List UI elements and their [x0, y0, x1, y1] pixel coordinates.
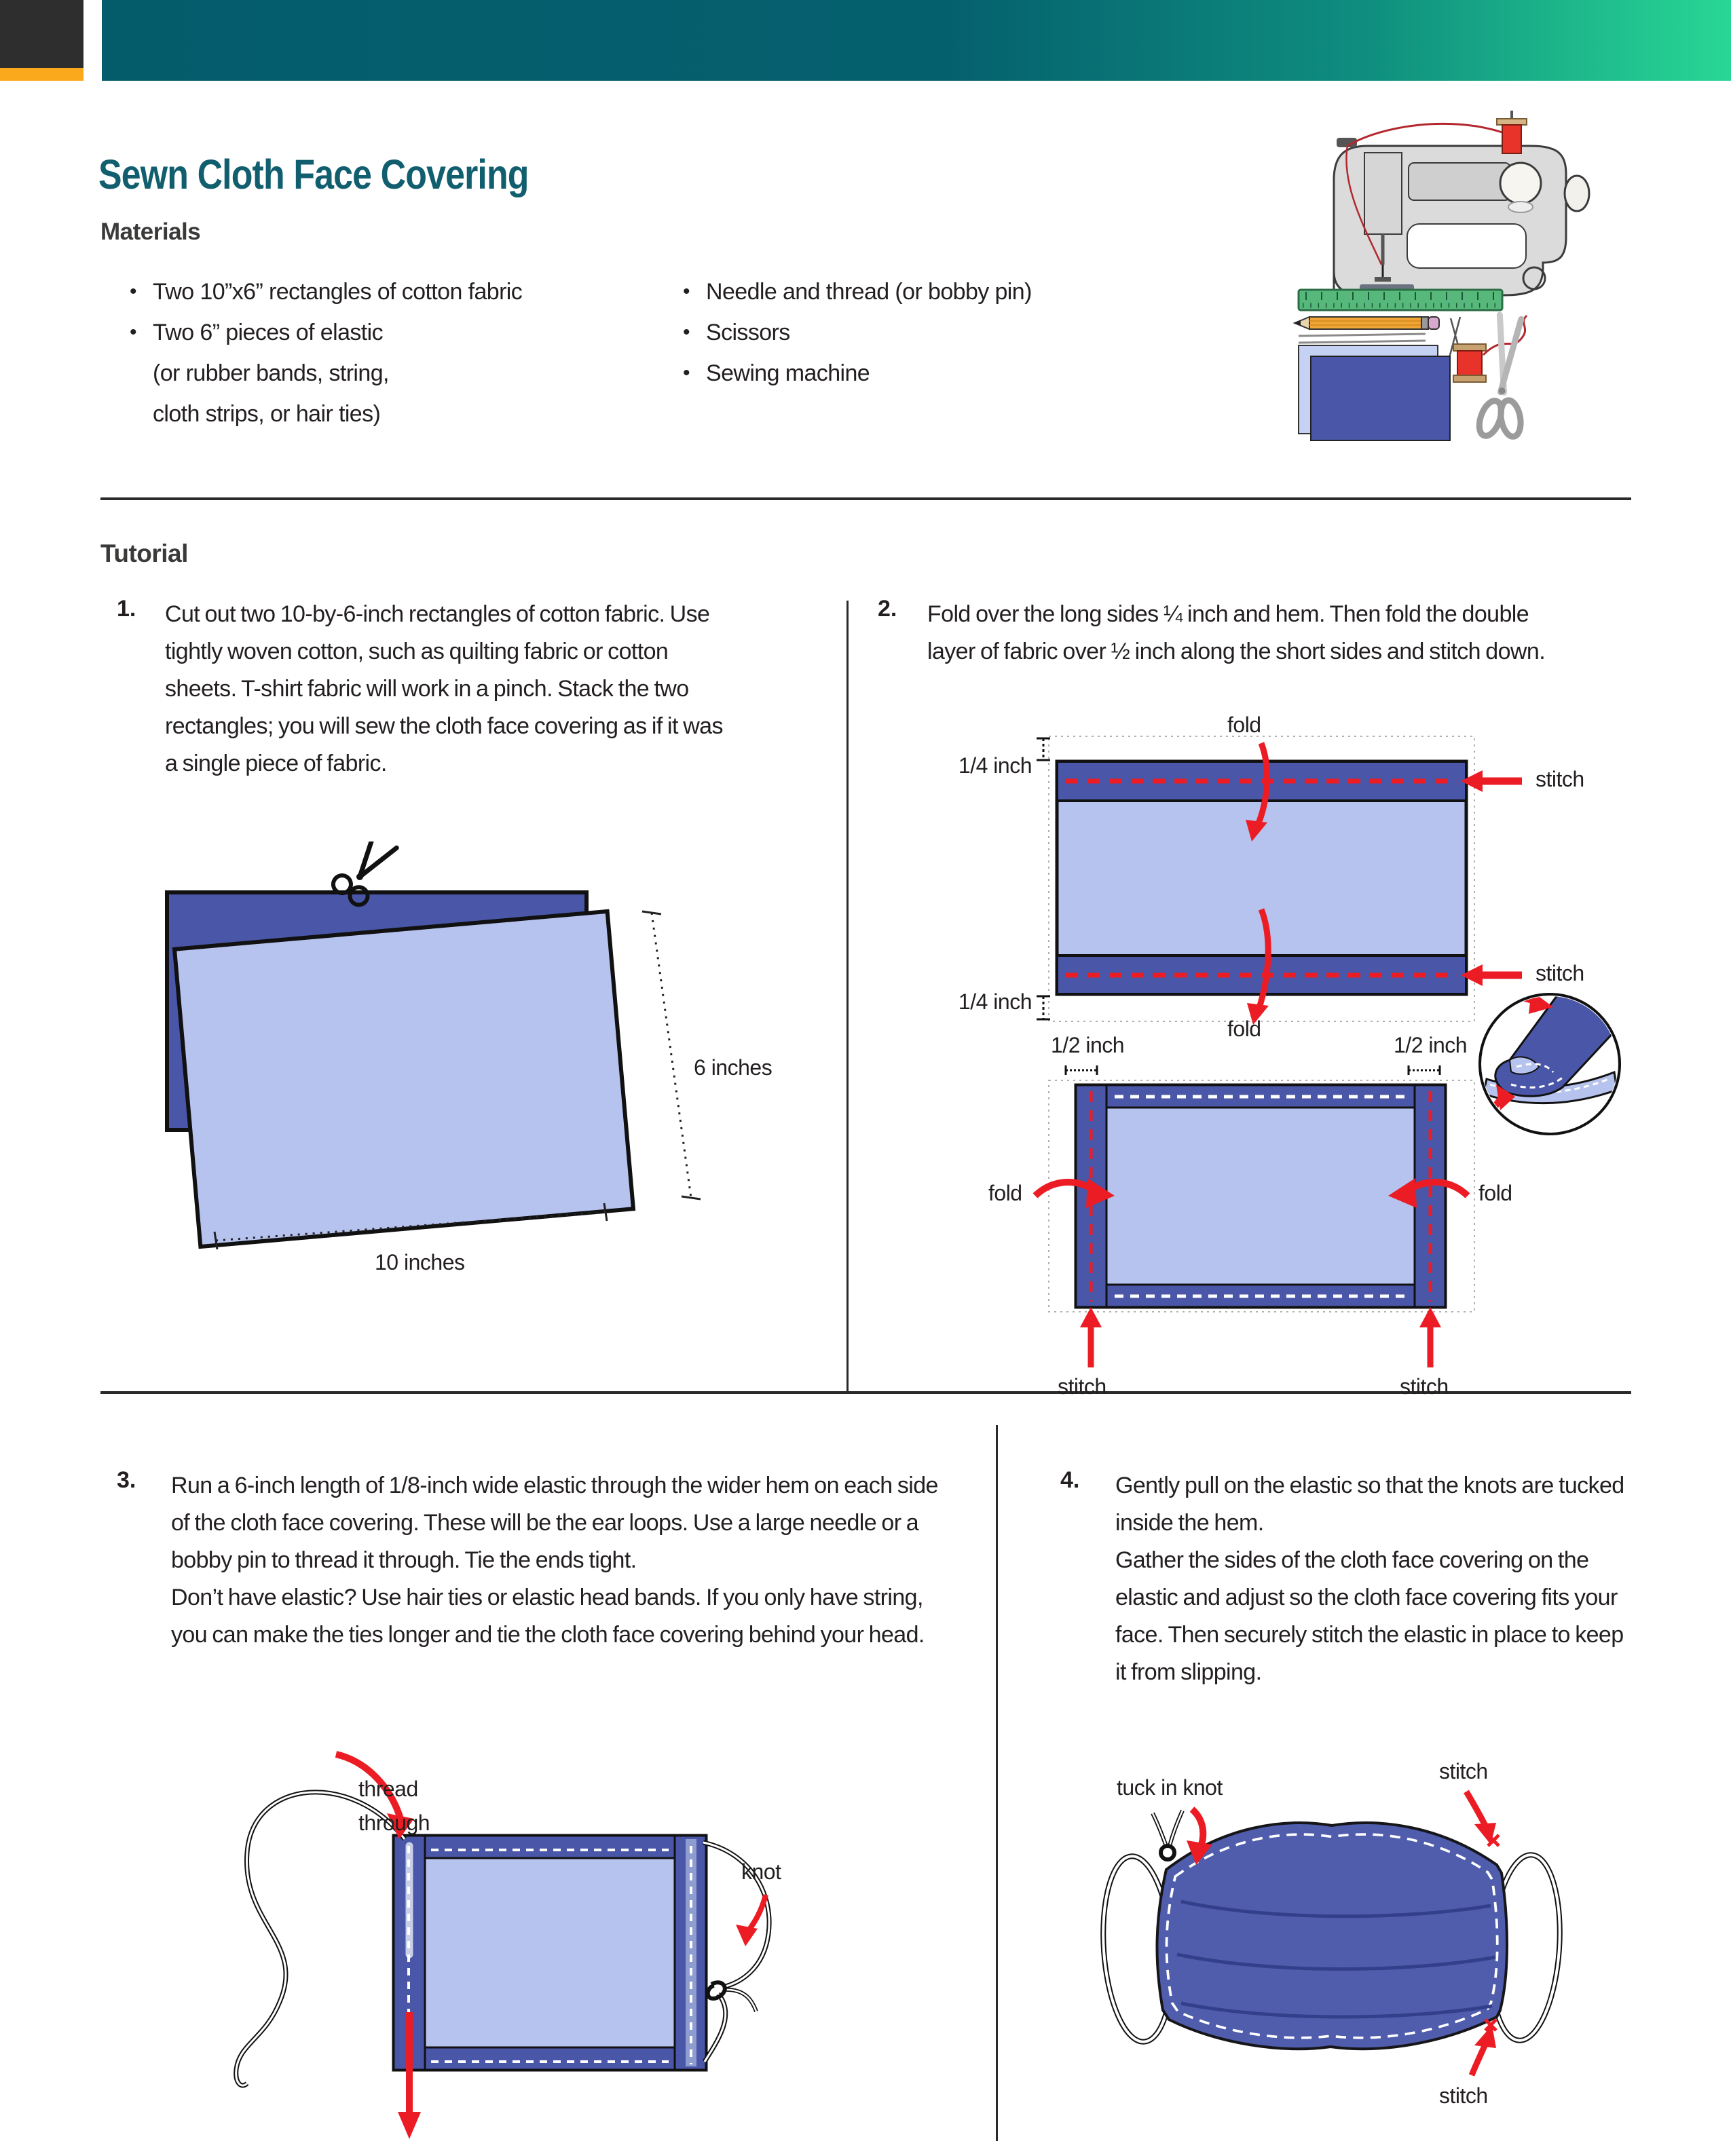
fold-label-left: fold [988, 1181, 1022, 1205]
fold-label-top: fold [1227, 713, 1261, 737]
tutorial-heading: Tutorial [100, 540, 188, 567]
step1-diagram [136, 841, 801, 1303]
thread-through-label-2: through [358, 1811, 430, 1835]
pencil-icon [1295, 317, 1439, 329]
materials-list-right [677, 271, 1193, 394]
fabric-swatches-icon [1299, 345, 1450, 440]
stitch-label-right: stitch [1400, 1374, 1449, 1399]
banner-teal-bar [102, 0, 1731, 81]
fold-detail-inset [1480, 981, 1626, 1134]
step2-diagram-b [964, 977, 1731, 1473]
step3-text-block [171, 1467, 938, 1654]
thread-through-label-1: thread [358, 1777, 418, 1801]
stitch-arrow-left [1080, 1307, 1102, 1367]
stitch-label-top: stitch [1535, 767, 1584, 791]
banner-dark-block [0, 0, 83, 68]
quarter-inch-label-bottom: 1/4 inch [958, 989, 1032, 1014]
list-item: • Sewing machine [677, 353, 1193, 394]
list-item: • Two 6” pieces of elastic [124, 312, 667, 353]
step3-diagram-svg [102, 1751, 916, 2156]
list-item: • Scissors [677, 312, 1193, 353]
step4-text: Gently pull on the elastic so that the knots are tucked inside the hem. [1115, 1473, 1624, 1536]
fold-label-bottom: fold [1227, 1017, 1261, 1041]
half-inch-label-right: 1/2 inch [1394, 1033, 1468, 1057]
list-item: • Two 10”x6” rectangles of cotton fabric [124, 271, 667, 312]
step3-number: 3. [117, 1467, 136, 1493]
materials-list-left [124, 271, 667, 434]
knot-icon [708, 1982, 725, 1999]
sewing-machine-icon [1334, 111, 1589, 295]
ruler-icon [1299, 290, 1502, 310]
dimension-line-6in [642, 911, 701, 1199]
page-title: Sewn Cloth Face Covering [98, 151, 529, 197]
step1-number: 1. [117, 596, 136, 622]
list-item-continuation: (or rubber bands, string, [153, 360, 389, 386]
fabric-body [394, 1836, 706, 2070]
step3-text: Run a 6-inch length of 1/8-inch wide elastic through the wider hem on each side of the cloth face covering. These will be the ear loops. Use a large needle or a bobby pin to thread it through. Tie the ends tight. [171, 1473, 938, 1573]
step3-text2: Don’t have elastic? Use hair ties or elastic head bands. If you only have string, you can make the ties longer and tie the cloth face covering behind your head. [171, 1585, 925, 1648]
stitch-label-bottom: stitch [1535, 961, 1584, 985]
list-item: • Needle and thread (or bobby pin) [677, 271, 1193, 312]
knot-label: knot [741, 1859, 781, 1884]
stitch-label-top: stitch [1439, 1759, 1488, 1783]
dimension-label-6in: 6 inches [694, 1055, 773, 1080]
half-inch-tick-right [1409, 1065, 1440, 1075]
step4-text-block [1115, 1467, 1638, 1691]
stitch-label-left: stitch [1058, 1374, 1106, 1399]
list-item-continuation: cloth strips, or hair ties) [153, 401, 381, 427]
stitch-arrow-top [1461, 770, 1522, 792]
vertical-divider [996, 1425, 998, 2141]
step4-text2: Gather the sides of the cloth face covering on the elastic and adjust so the cloth face covering fits your face. Then securely stitch the elastic in place to keep it from slipping. [1115, 1547, 1624, 1685]
stitch-arrow-right [1419, 1307, 1441, 1367]
stitch-arrow-top [1466, 1792, 1499, 1846]
step1-text: Cut out two 10-by-6-inch rectangles of cotton fabric. Use tightly woven cotton, such as quilting fabric or cotton sheets. T-shirt fabric will work in a pinch. Stack the two rectangles; you will sew the cloth face covering as if it was a single piece of fabric. [165, 601, 723, 776]
half-inch-tick-left [1066, 1065, 1097, 1075]
materials-heading: Materials [100, 219, 201, 245]
horizontal-divider [100, 497, 1631, 500]
step2-number: 2. [878, 596, 897, 622]
step2-text: Fold over the long sides ¼ inch and hem. Then fold the double layer of fabric over ½ inch along the short sides and stitch down. [927, 601, 1546, 664]
elastic-loop-left [236, 1792, 405, 2085]
half-inch-label-left: 1/2 inch [1051, 1033, 1125, 1057]
stitch-label-bottom: stitch [1439, 2083, 1488, 2108]
step4-diagram-svg [1059, 1751, 1636, 2156]
hem-top [394, 1836, 706, 1858]
tucked-knot [1153, 1811, 1183, 1859]
quarter-inch-label-top: 1/4 inch [958, 753, 1032, 778]
vertical-divider [846, 601, 849, 1393]
tuck-in-knot-label: tuck in knot [1117, 1775, 1223, 1800]
banner-orange-strip [0, 68, 83, 81]
fabric-rect-light [174, 911, 633, 1247]
sewing-supplies-illustration [1286, 105, 1636, 461]
fold-label-right: fold [1478, 1181, 1512, 1205]
step4-diagram [1059, 1751, 1636, 2156]
step3-diagram [102, 1751, 916, 2156]
knot-pointer-arrow [736, 1895, 766, 1946]
step4-number: 4. [1060, 1467, 1080, 1493]
hem-bottom [394, 2047, 706, 2070]
dimension-label-10in: 10 inches [375, 1250, 465, 1274]
